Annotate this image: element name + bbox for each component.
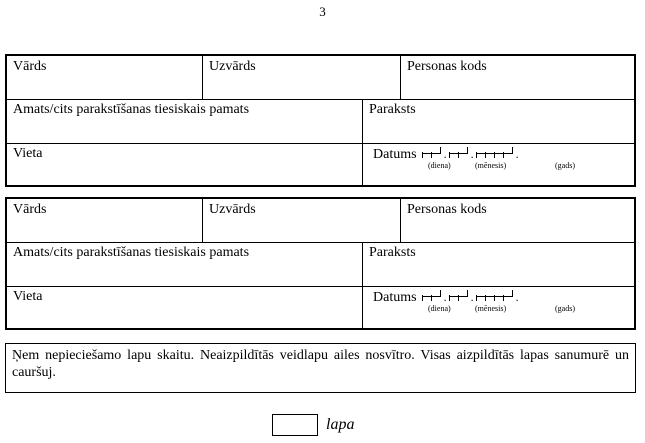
personal-code-field[interactable] (401, 199, 634, 242)
last-name-label: Uzvārds (209, 59, 256, 74)
position-label: Amats/cits parakstīšanas tiesiskais pamats (13, 245, 250, 260)
position-row (7, 242, 634, 287)
signature-field[interactable] (363, 99, 634, 143)
month-caption: (mēnesis) (475, 304, 507, 313)
instruction-note: Ņem nepieciešamo lapu skaitu. Neaizpildītās veidlapu ailes nosvītro. Visas aizpildītās lapas sanumurē un cauršuj. (5, 343, 636, 393)
first-name-field[interactable] (7, 56, 203, 99)
date-field[interactable] (363, 143, 634, 185)
date-input-boxes[interactable]: . . . (422, 147, 521, 163)
position-row (7, 99, 634, 144)
day-caption: (diena) (428, 304, 451, 313)
page-count-label: lapa (326, 416, 355, 433)
position-field[interactable] (7, 99, 363, 143)
date-label: Datums (373, 147, 417, 162)
first-name-label: Vārds (13, 202, 47, 217)
first-name-label: Vārds (13, 59, 47, 74)
year-caption: (gads) (555, 161, 575, 170)
year-caption: (gads) (555, 304, 575, 313)
date-input-boxes[interactable]: . . . (422, 290, 521, 306)
place-field[interactable] (7, 143, 363, 185)
personal-code-field[interactable] (401, 56, 634, 99)
signatory-block-1 (5, 54, 636, 187)
place-date-row (7, 286, 634, 328)
place-label: Vieta (13, 146, 43, 161)
day-caption: (diena) (428, 161, 451, 170)
page-number: 3 (319, 4, 326, 19)
last-name-field[interactable] (203, 56, 401, 99)
name-row (7, 199, 634, 243)
place-label: Vieta (13, 289, 43, 304)
last-name-field[interactable] (203, 199, 401, 242)
month-caption: (mēnesis) (475, 161, 507, 170)
position-field[interactable] (7, 242, 363, 286)
position-label: Amats/cits parakstīšanas tiesiskais pamats (13, 102, 250, 117)
date-field[interactable] (363, 286, 634, 328)
signature-field[interactable] (363, 242, 634, 286)
place-date-row (7, 143, 634, 185)
page-count-box[interactable] (272, 414, 318, 436)
signature-label: Paraksts (369, 102, 416, 117)
last-name-label: Uzvārds (209, 202, 256, 217)
personal-code-label: Personas kods (407, 202, 487, 217)
name-row (7, 56, 634, 100)
date-label: Datums (373, 290, 417, 305)
signatory-block-2 (5, 197, 636, 330)
signature-label: Paraksts (369, 245, 416, 260)
place-field[interactable] (7, 286, 363, 328)
personal-code-label: Personas kods (407, 59, 487, 74)
first-name-field[interactable] (7, 199, 203, 242)
